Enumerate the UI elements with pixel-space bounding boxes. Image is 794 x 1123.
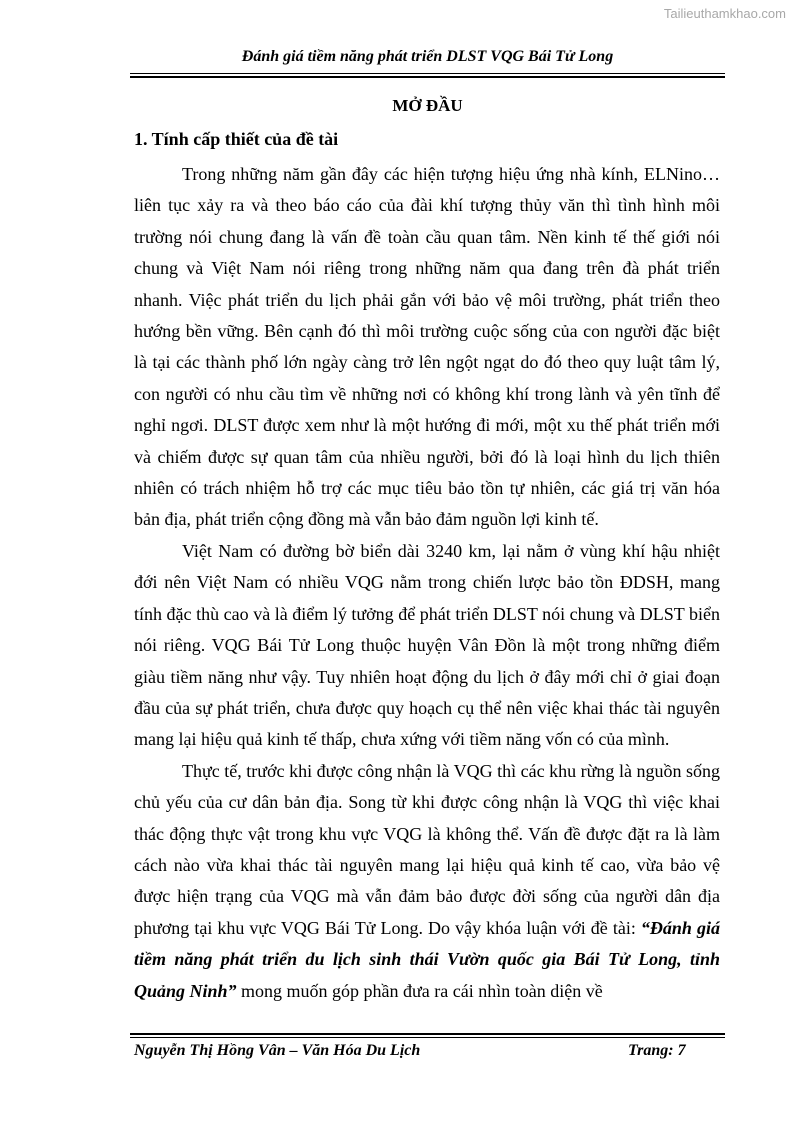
running-header: Đánh giá tiềm năng phát triển DLST VQG Bái Tử Long <box>241 48 614 65</box>
footer-rule-thick <box>130 1033 725 1035</box>
paragraph-3 <box>134 756 720 1007</box>
page-heading: MỞ ĐẦU <box>392 96 463 115</box>
paragraph-2: Việt Nam có đường bờ biển dài 3240 km, lại nằm ở vùng khí hậu nhiệt đới nên Việt Nam có nhiều VQG nằm trong chiến lược bảo tồn ĐDSH, mang tính đặc thù cao và là điểm lý tưởng để phát triển DLST nói chung và DLST biển nói riêng. VQG Bái Tử Long thuộc huyện Vân Đồn là một trong những điểm giàu tiềm năng như vậy. Tuy nhiên hoạt động du lịch ở đây mới chỉ ở giai đoạn đầu của sự phát triển, chưa được quy hoạch cụ thể nên việc khai thác tài nguyên mang lại hiệu quả kinh tế thấp, chưa xứng với tiềm năng vốn có của mình. <box>134 540 720 750</box>
paragraph-3-tail: mong muốn góp phần đưa ra cái nhìn toàn diện về <box>236 980 603 1001</box>
section-title: 1. Tính cấp thiết của đề tài <box>134 129 339 149</box>
watermark: Tailieuthamkhao.com <box>663 6 786 21</box>
body-text <box>134 159 720 1007</box>
thesis-title: “Đánh giá tiềm năng phát triển du lịch sinh thái Vườn quốc gia Bái Tử Long, tỉnh Quảng Ninh” <box>134 917 720 1001</box>
footer-rule <box>130 1037 725 1038</box>
header-rule <box>130 73 725 74</box>
paragraph-1: Trong những năm gần đây các hiện tượng hiệu ứng nhà kính, ELNino… liên tục xảy ra và theo báo cáo của đài khí tượng thủy văn thì tình hình môi trường nói chung đang là vấn đề toàn cầu quan tâm. Nền kinh tế thế giới nói chung và Việt Nam nói riêng trong những năm qua đang trên đà phát triển nhanh. Việc phát triển du lịch phải gắn với bảo vệ môi trường, phát triển theo hướng bền vững. Bên cạnh đó thì môi trường cuộc sống của con người đặc biệt là tại các thành phố lớn ngày càng trở lên ngột ngạt do đó theo quy luật tâm lý, con người có nhu cầu tìm về những nơi có không khí trong lành và yên tĩnh để nghỉ ngơi. DLST được xem như là một hướng đi mới, một xu thế phát triển mới và chiếm được sự quan tâm của nhiều người, bởi đó là loại hình du lịch thiên nhiên có trách nhiệm hỗ trợ các mục tiêu bảo tồn tự nhiên, các giá trị văn hóa bản địa, phát triển cộng đồng mà vẫn bảo đảm nguồn lợi kinh tế. <box>134 164 720 530</box>
page-number: Trang: 7 <box>628 1042 686 1059</box>
footer-author: Nguyễn Thị Hồng Vân – Văn Hóa Du Lịch <box>134 1042 421 1059</box>
header-rule-thick <box>130 76 725 78</box>
paragraph-3-text: Thực tế, trước khi được công nhận là VQG thì các khu rừng là nguồn sống chủ yếu của cư dân bản địa. Song từ khi được công nhận là VQG thì việc khai thác động thực vật trong khu vực VQG là không thể. Vấn đề được đặt ra là làm cách nào vừa khai thác tài nguyên mang lại hiệu quả kinh tế cao, vừa bảo vệ được hiện trạng của VQG mà vẫn đảm bảo được đời sống của người dân địa phương tại khu vực VQG Bái Tử Long. Do vậy khóa luận với đề tài: <box>134 760 720 938</box>
